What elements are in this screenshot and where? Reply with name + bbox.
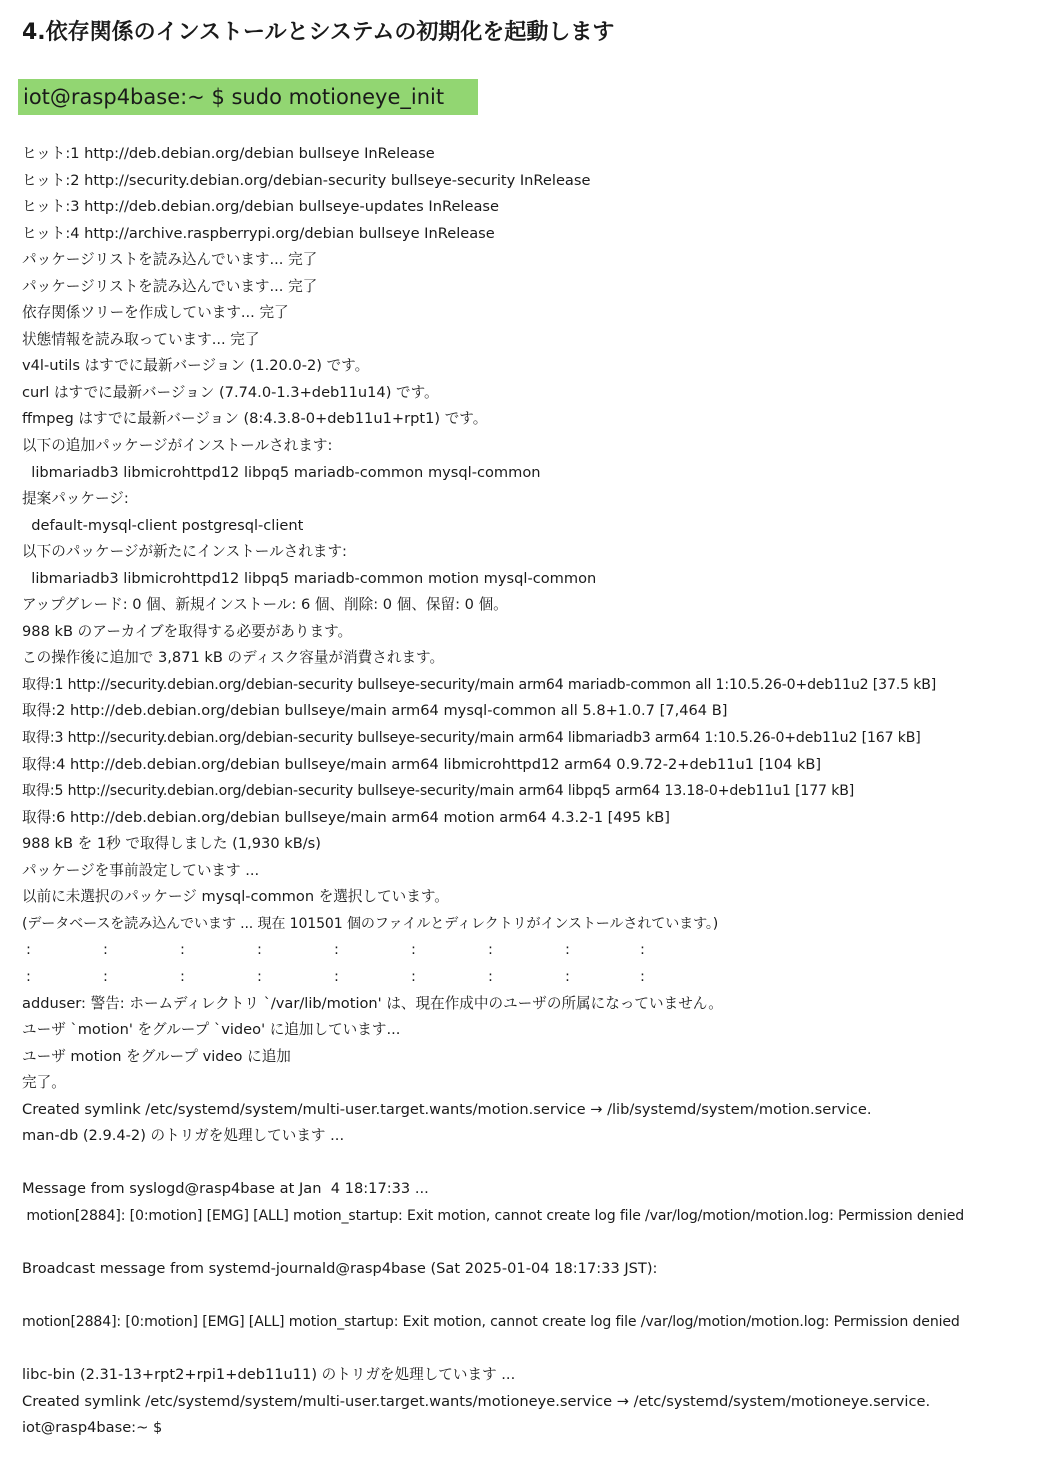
terminal-output [22, 141, 1042, 1442]
shell-prompt: iot@rasp4base:~ $ [22, 1419, 163, 1437]
ellipsis-colon: : [257, 967, 262, 985]
log-line: v4l-utils はすでに最新バージョン (1.20.0-2) です。 [22, 357, 370, 375]
ellipsis-colon: : [488, 967, 493, 985]
log-line: curl はすでに最新バージョン (7.74.0-1.3+deb11u14) です。 [22, 383, 439, 401]
ellipsis-colon: : [411, 967, 416, 985]
log-line: 取得:3 http://security.debian.org/debian-security bullseye-security/main arm64 libmariadb3 arm64 1:10.5.26-0+deb11u2 [167 kB] [22, 730, 921, 747]
blank-line [22, 1229, 1042, 1256]
log-line: 状態情報を読み取っています... 完了 [22, 330, 260, 348]
log-line: Message from syslogd@rasp4base at Jan 4 18:17:33 ... [22, 1180, 429, 1198]
log-line: 988 kB のアーカイブを取得する必要があります。 [22, 622, 353, 640]
log-line: アップグレード: 0 個、新規インストール: 6 個、削除: 0 個、保留: 0 個。 [22, 596, 508, 614]
log-line: 988 kB を 1秒 で取得しました (1,930 kB/s) [22, 835, 321, 853]
log-line: ヒット:2 http://security.debian.org/debian-security bullseye-security InRelease [22, 171, 591, 189]
log-line: motion[2884]: [0:motion] [EMG] [ALL] motion_startup: Exit motion, cannot create log file /var/log/motion/motion.log: Permission denied [22, 1314, 960, 1331]
ellipsis-colon: : [334, 967, 339, 985]
log-line: libmariadb3 libmicrohttpd12 libpq5 mariadb-common mysql-common [22, 463, 541, 481]
ellipsis-colon: : [103, 941, 108, 959]
log-line: パッケージリストを読み込んでいます... 完了 [22, 251, 318, 269]
ellipsis-colon: : [411, 941, 416, 959]
log-line: Broadcast message from systemd-journald@rasp4base (Sat 2025-01-04 18:17:33 JST): [22, 1259, 658, 1277]
log-line: motion[2884]: [0:motion] [EMG] [ALL] motion_startup: Exit motion, cannot create log file /var/log/motion/motion.log: Permission denied [22, 1207, 965, 1224]
log-line: 取得:1 http://security.debian.org/debian-security bullseye-security/main arm64 mariadb-common all 1:10.5.26-0+deb11u2 [37.5 kB] [22, 676, 937, 693]
log-line: この操作後に追加で 3,871 kB のディスク容量が消費されます。 [22, 649, 445, 667]
log-line: libc-bin (2.31-13+rpt2+rpi1+deb11u11) のトリガを処理しています ... [22, 1366, 516, 1384]
log-line: ヒット:3 http://deb.debian.org/debian bullseye-updates InRelease [22, 198, 499, 216]
ellipsis-row [22, 964, 1042, 991]
ellipsis-colon: : [488, 941, 493, 959]
log-line: default-mysql-client postgresql-client [22, 516, 304, 534]
log-line: 取得:2 http://deb.debian.org/debian bullseye/main arm64 mysql-common all 5.8+1.0.7 [7,464 B] [22, 702, 728, 720]
blank-line [22, 1283, 1042, 1310]
ellipsis-colon: : [565, 967, 570, 985]
command-banner: iot@rasp4base:~ $ sudo motioneye_init [18, 79, 478, 115]
log-line: man-db (2.9.4-2) のトリガを処理しています ... [22, 1127, 345, 1145]
log-line: ヒット:1 http://deb.debian.org/debian bullseye InRelease [22, 145, 435, 162]
log-line: Created symlink /etc/systemd/system/multi-user.target.wants/motioneye.service → /etc/systemd/system/motioneye.service. [22, 1392, 931, 1410]
blank-line [22, 1150, 1042, 1177]
log-line: (データベースを読み込んでいます ... 現在 101501 個のファイルとディレクトリがインストールされています。) [22, 915, 719, 932]
log-line: adduser: 警告: ホームディレクトリ `/var/lib/motion' は、現在作成中のユーザの所属になっていません。 [22, 994, 723, 1012]
log-line: ユーザ motion をグループ video に追加 [22, 1047, 291, 1065]
log-line: 取得:5 http://security.debian.org/debian-security bullseye-security/main arm64 libpq5 arm64 13.18-0+deb11u1 [177 kB] [22, 783, 855, 800]
log-line: libmariadb3 libmicrohttpd12 libpq5 mariadb-common motion mysql-common [22, 569, 597, 587]
log-line: 提案パッケージ: [22, 490, 129, 508]
log-line: 取得:4 http://deb.debian.org/debian bullseye/main arm64 libmicrohttpd12 arm64 0.9.72-2+deb11u1 [104 kB] [22, 755, 822, 773]
blank-line [22, 1336, 1042, 1363]
section-heading: 4.依存関係のインストールとシステムの初期化を起動します [22, 20, 615, 45]
log-line: ffmpeg はすでに最新バージョン (8:4.3.8-0+deb11u1+rpt1) です。 [22, 410, 488, 428]
ellipsis-colon: : [180, 941, 185, 959]
ellipsis-colon: : [640, 941, 645, 959]
ellipsis-colon: : [640, 967, 645, 985]
ellipsis-colon: : [565, 941, 570, 959]
log-line: パッケージリストを読み込んでいます... 完了 [22, 277, 318, 295]
ellipsis-colon: : [180, 967, 185, 985]
log-line: ユーザ `motion' をグループ `video' に追加しています... [22, 1021, 401, 1039]
ellipsis-row [22, 937, 1042, 964]
ellipsis-colon: : [26, 967, 31, 985]
log-line: 完了。 [22, 1074, 66, 1092]
log-line: 依存関係ツリーを作成しています... 完了 [22, 304, 289, 322]
log-line: 以前に未選択のパッケージ mysql-common を選択しています。 [22, 888, 449, 906]
log-line: パッケージを事前設定しています ... [22, 861, 260, 879]
log-line: 取得:6 http://deb.debian.org/debian bullseye/main arm64 motion arm64 4.3.2-1 [495 kB] [22, 808, 670, 826]
log-line: 以下の追加パッケージがインストールされます: [22, 437, 333, 455]
log-line: 以下のパッケージが新たにインストールされます: [22, 543, 347, 561]
log-line: Created symlink /etc/systemd/system/multi-user.target.wants/motion.service → /lib/systemd/system/motion.service. [22, 1100, 872, 1118]
log-line: ヒット:4 http://archive.raspberrypi.org/debian bullseye InRelease [22, 224, 495, 242]
ellipsis-colon: : [257, 941, 262, 959]
ellipsis-colon: : [26, 941, 31, 959]
ellipsis-colon: : [103, 967, 108, 985]
ellipsis-colon: : [334, 941, 339, 959]
